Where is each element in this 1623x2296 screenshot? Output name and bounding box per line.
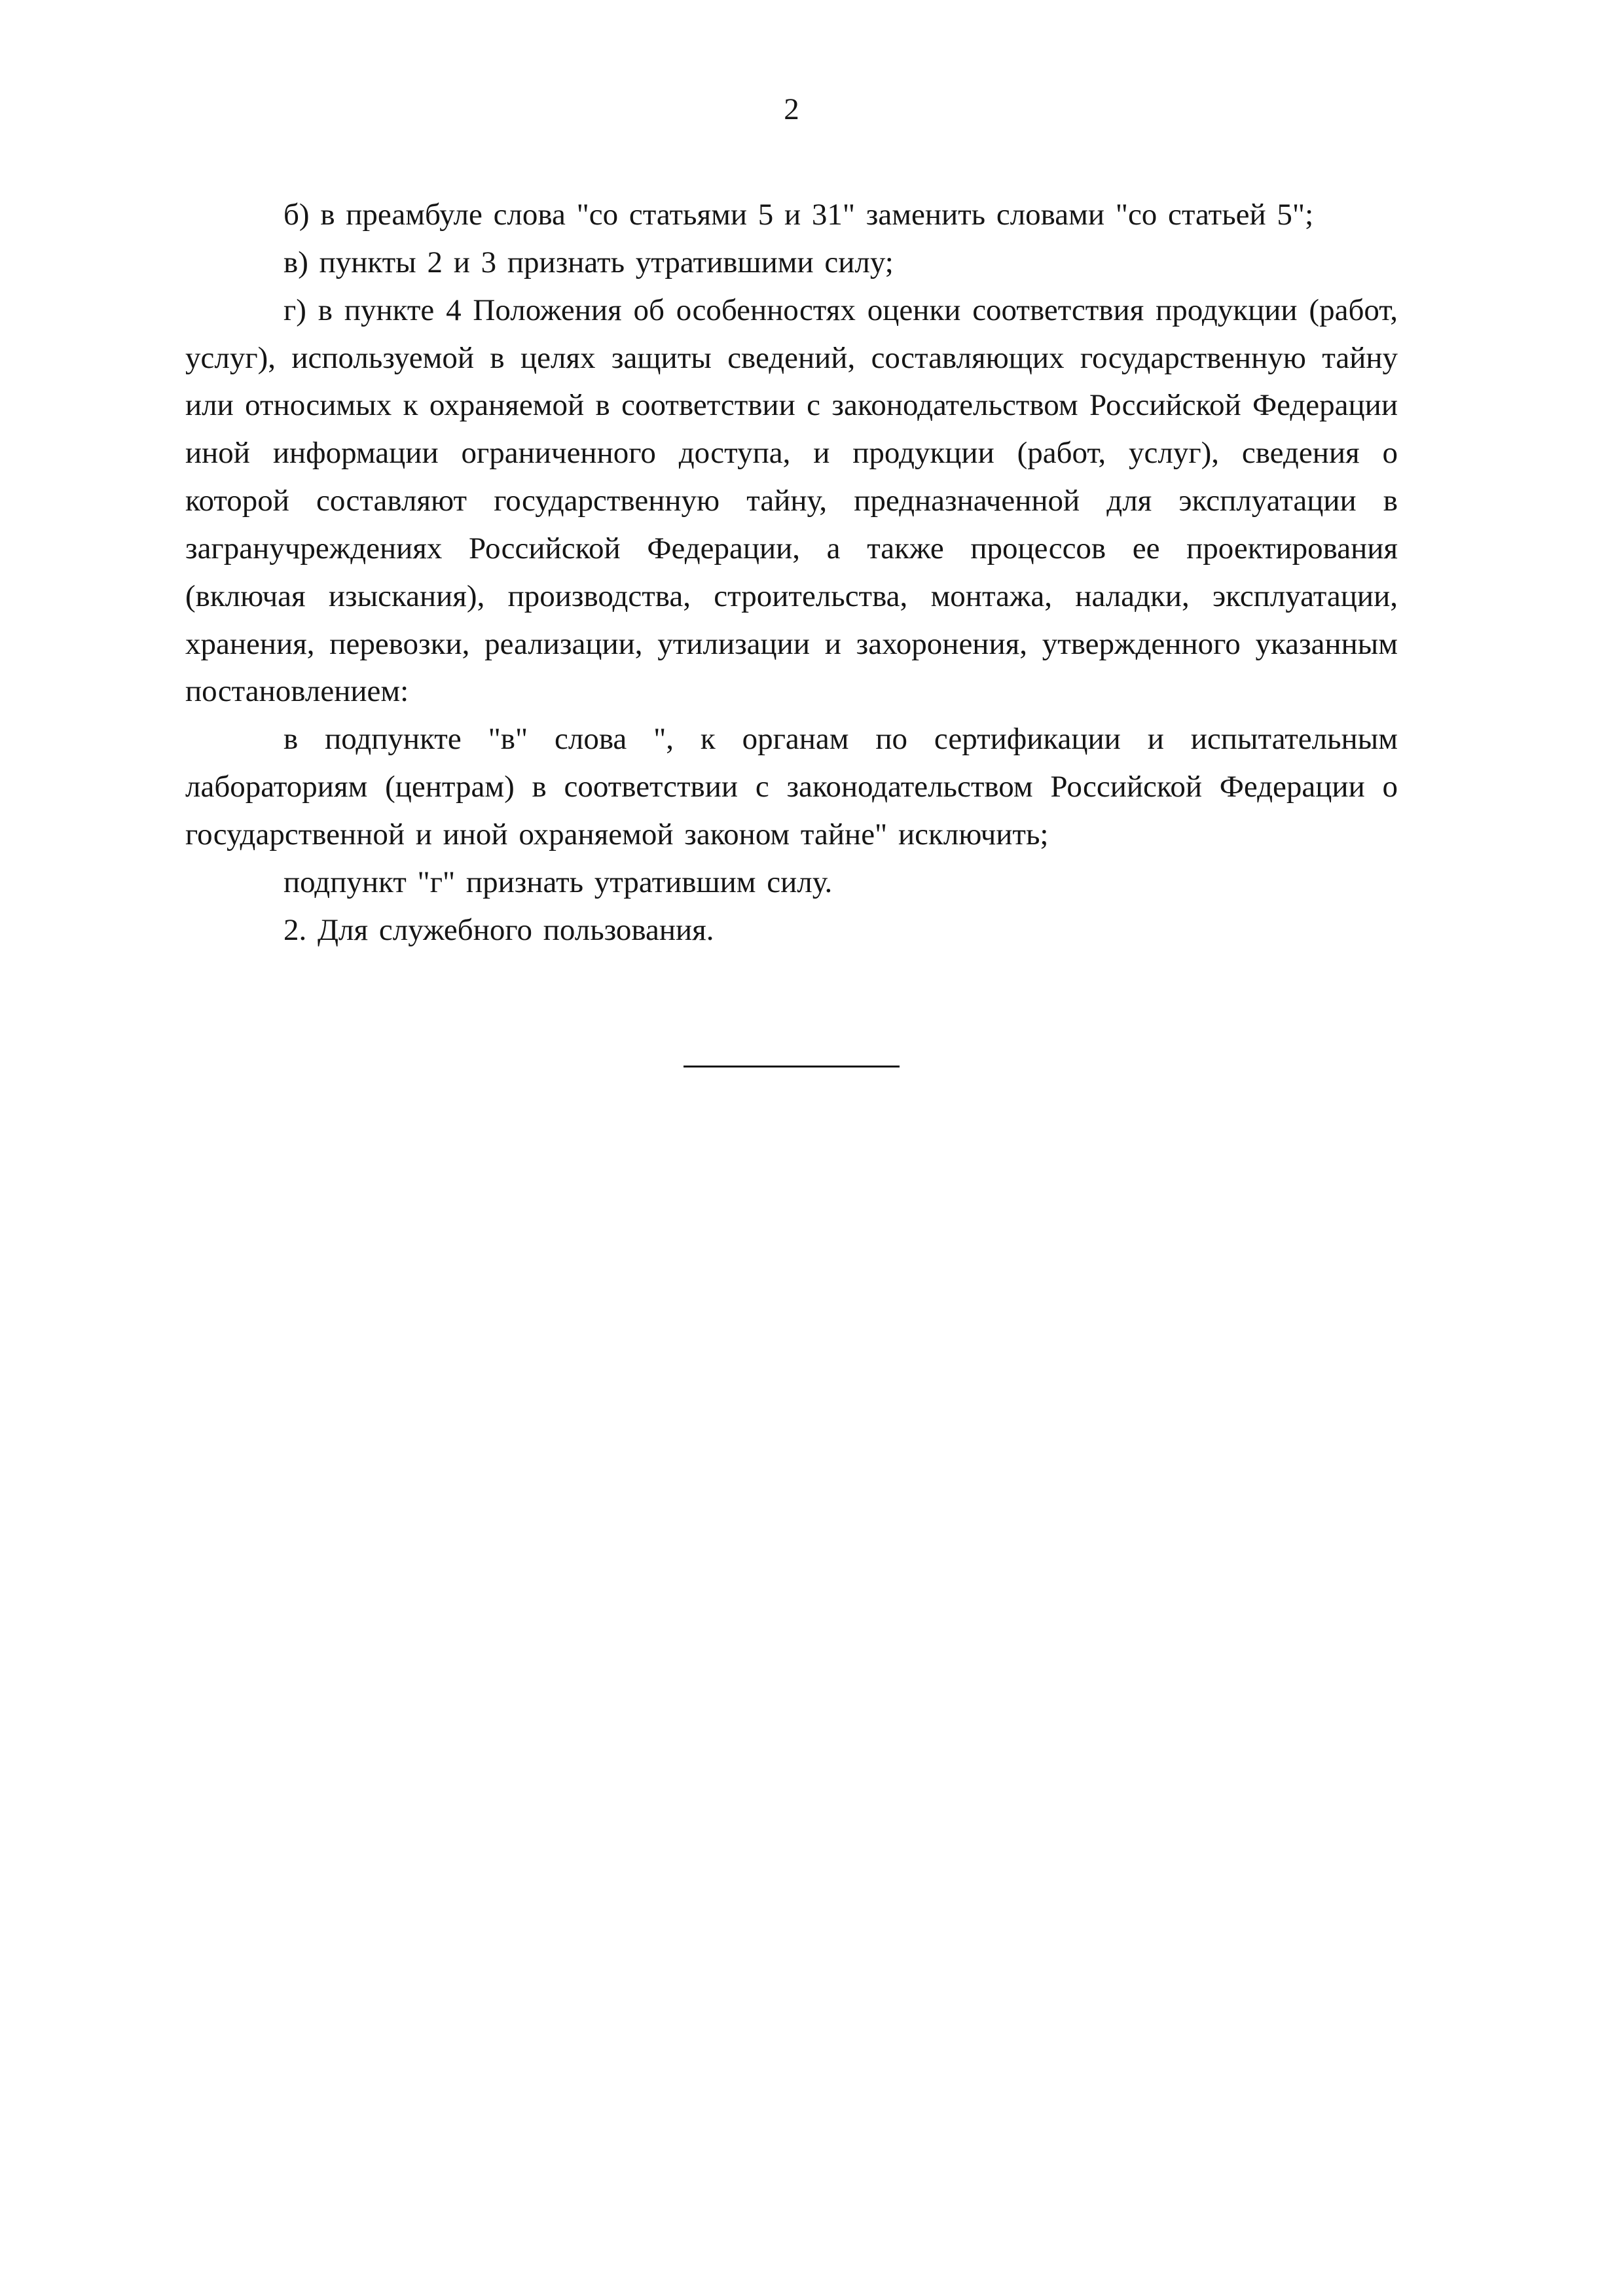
paragraph-subclause-g: подпункт "г" признать утратившим силу. (283, 865, 833, 899)
document-body (185, 191, 1398, 954)
paragraph-item-2: 2. Для служебного пользования. (283, 912, 714, 947)
paragraph-subitem-g: г) в пункте 4 Положения об особенностях оценки соответствия продукции (работ, услуг), используемой в целях защиты сведений, составляющих государственную тайну или относимых к охраняемой в соответствии с законодательством Российской Федерации иной информации ограниченного доступа, и продукции (работ, услуг), сведения о которой составляют государственную тайну, предназначенной для эксплуатации в загранучреждениях Российской Федерации, а также процессов ее проектирования (включая изыскания), производства, строительства, монтажа, наладки, эксплуатации, хранения, перевозки, реализации, утилизации и захоронения, утвержденного указанным постановлением: (185, 293, 1398, 709)
paragraph-subitem-v: в) пункты 2 и 3 признать утратившими силу; (283, 245, 894, 279)
paragraph-subclause-v: в подпункте "в" слова ", к органам по сертификации и испытательным лабораториям (центрам) в соответствии с законодательством Российской Федерации о государственной и иной охраняемой законом тайне" исключить; (185, 722, 1398, 852)
page-number: 2 (784, 92, 799, 126)
paragraph-subitem-b: б) в преамбуле слова "со статьями 5 и 31" заменить словами "со статьей 5"; (283, 198, 1314, 232)
end-divider-line (684, 1066, 900, 1067)
